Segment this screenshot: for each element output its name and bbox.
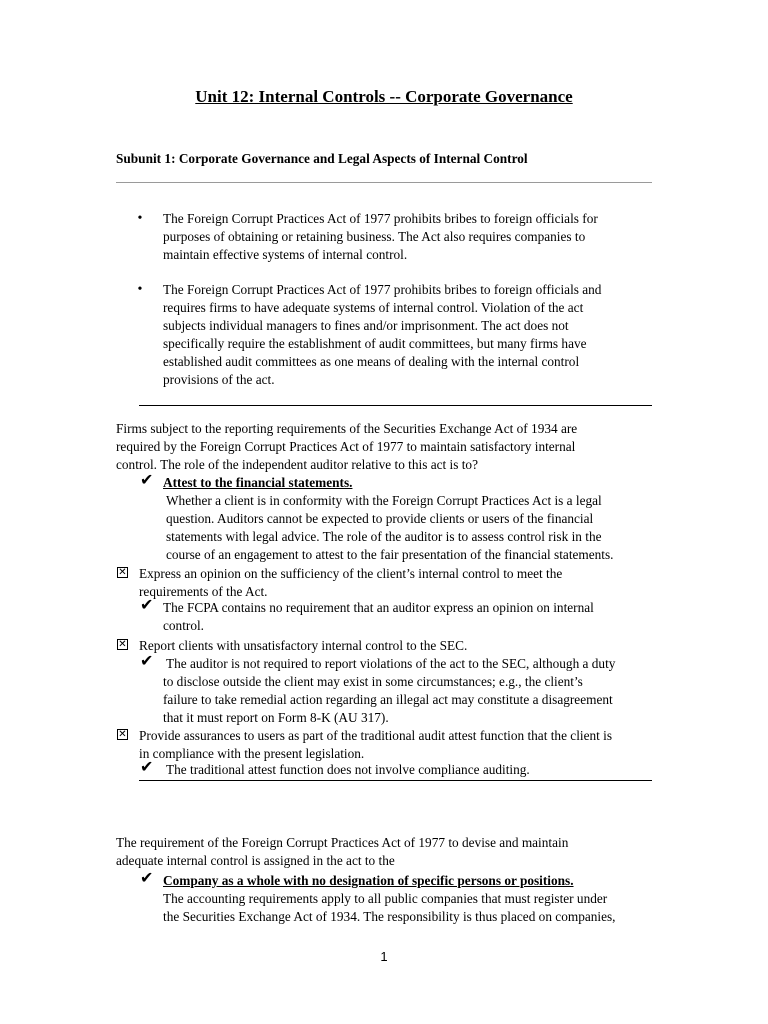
correct-answer: Attest to the financial statements. (163, 475, 353, 490)
section-divider (139, 405, 652, 406)
text-line: course of an engagement to attest to the fair presentation of the financial statements. (166, 547, 614, 562)
text-line: control. (163, 618, 204, 633)
correct-answer: Company as a whole with no designation of specific persons or positions. (163, 873, 574, 888)
section-divider (139, 780, 652, 781)
text-line: in compliance with the present legislation. (139, 746, 365, 761)
bullet-icon: • (137, 211, 143, 226)
answer-explanation (163, 655, 658, 727)
section-divider (116, 182, 652, 183)
text-line: Express an opinion on the sufficiency of the client’s internal control to meet the (139, 566, 563, 581)
text-line: maintain effective systems of internal control. (163, 247, 408, 262)
text-line: established audit committees as one means of dealing with the internal control (163, 354, 580, 369)
wrong-answer (139, 637, 659, 655)
text-line: Whether a client is in conformity with the Foreign Corrupt Practices Act is a legal (166, 493, 602, 508)
text-line: required by the Foreign Corrupt Practices Act of 1977 to maintain satisfactory internal (116, 439, 576, 454)
text-line: failure to take remedial action regarding an illegal act may constitute a disagreement (163, 692, 613, 707)
check-icon: ✔ (140, 870, 154, 887)
text-line: The traditional attest function does not involve compliance auditing. (166, 762, 530, 777)
text-line: provisions of the act. (163, 372, 275, 387)
text-line: the Securities Exchange Act of 1934. The responsibility is thus placed on companies, (163, 909, 616, 924)
x-box-icon: ✕ (118, 567, 127, 578)
text-line: requires firms to have adequate systems of internal control. Violation of the act (163, 300, 584, 315)
text-line: statements with legal advice. The role of the auditor is to assess control risk in the (166, 529, 602, 544)
text-line: to disclose outside the client may exist in some circumstances; e.g., the client’s (163, 674, 583, 689)
text-line: purposes of obtaining or retaining business. The Act also requires companies to (163, 229, 586, 244)
check-icon: ✔ (140, 597, 154, 614)
bullet-icon: • (137, 282, 143, 297)
question-stem (116, 834, 656, 870)
bullet-item (163, 210, 643, 264)
text-line: Report clients with unsatisfactory internal control to the SEC. (139, 638, 468, 653)
text-line: The auditor is not required to report violations of the act to the SEC, although a duty (166, 656, 616, 671)
subunit-heading: Subunit 1: Corporate Governance and Legal Aspects of Internal Control (116, 151, 528, 166)
text-line: The requirement of the Foreign Corrupt Practices Act of 1977 to devise and maintain (116, 835, 569, 850)
answer-explanation (163, 890, 658, 926)
answer-explanation (163, 599, 653, 635)
question-stem (116, 420, 656, 474)
text-line: subjects individual managers to fines and/or imprisonment. The act does not (163, 318, 569, 333)
text-line: control. The role of the independent auditor relative to this act is to? (116, 457, 478, 472)
x-box-icon: ✕ (118, 729, 127, 740)
text-line: The FCPA contains no requirement that an auditor express an opinion on internal (163, 600, 594, 615)
wrong-answer (139, 727, 659, 763)
text-line: The Foreign Corrupt Practices Act of 1977 prohibits bribes to foreign officials for (163, 211, 598, 226)
text-line: adequate internal control is assigned in the act to the (116, 853, 395, 868)
text-line: requirements of the Act. (139, 584, 268, 599)
text-line: specifically require the establishment of audit committees, but many firms have (163, 336, 587, 351)
page-title: Unit 12: Internal Controls -- Corporate Governance (195, 87, 573, 106)
text-line: Provide assurances to users as part of the traditional audit attest function that the client is (139, 728, 613, 743)
text-line: The Foreign Corrupt Practices Act of 1977 prohibits bribes to foreign officials and (163, 282, 602, 297)
text-line: Firms subject to the reporting requirements of the Securities Exchange Act of 1934 are (116, 421, 578, 436)
text-line: The accounting requirements apply to all public companies that must register under (163, 891, 608, 906)
check-icon: ✔ (140, 472, 154, 489)
check-icon: ✔ (140, 653, 154, 670)
answer-explanation (166, 761, 656, 779)
wrong-answer (139, 565, 659, 601)
bullet-item (163, 281, 643, 389)
check-icon: ✔ (140, 759, 154, 776)
text-line: that it must report on Form 8-K (AU 317). (163, 710, 389, 725)
text-line: question. Auditors cannot be expected to provide clients or users of the financial (166, 511, 594, 526)
page-number: 1 (380, 949, 388, 964)
x-box-icon: ✕ (118, 639, 127, 650)
answer-explanation (166, 492, 656, 564)
